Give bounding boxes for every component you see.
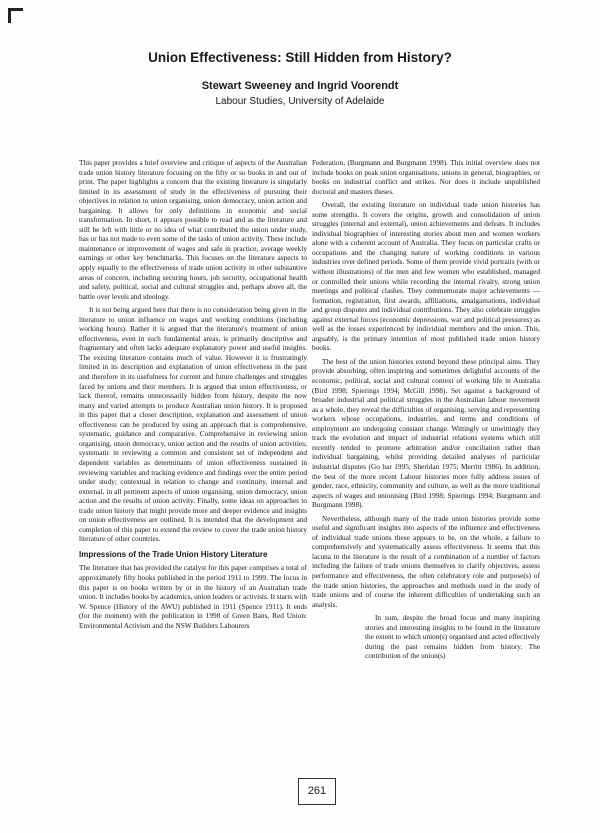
- section-heading: Impressions of the Trade Union History Literature: [79, 549, 268, 559]
- left-column: [79, 158, 307, 634]
- right-column: [312, 158, 540, 665]
- body-paragraph: In sum, despite the broad focus and many inspiring stories and interesting insights to be found in the literature the extent to which union(s) organised and acted effectively during the past remains hidden from history. The contribution of the union(s): [365, 613, 540, 661]
- body-paragraph: It is not being argued here that there is no consideration being given in the literature to union influence on wages and working conditions (including working hours). Rather it is argued that the literature's treatment of union effectiveness, even in such fundamental areas, is primarily descriptive and fragmentary and often lacks adequate explanatory power and useful insights. The existing literature contains much of value. However it is frustratingly limited in its description and explanation of union effectiveness in the past and therefore in its usefulness for current and future challenges and struggles faced by unions and their members. It is argued that union effectiveness, or lack thereof, remains unnecessarily hidden from history, despite the now many and varied attempts to produce Australian union history. It is proposed in this paper that a closer description, explanation and assessment of union effectiveness can be produced by using an approach that is comprehensive, systematic, guidance and comparative. Comprehensive in reviewing union organising, union democracy, union action and the results of union activities; systematic in reviewing a common and consistent set of independent and dependent variables as determinants of union effectiveness sustained in reviewing variables and tracking evidence and findings over the entire period under study; contextual in relation to change and continuity, internal and external, in all pertinent aspects of union organising, union democracy, union action and the results of union activity. Finally, some ideas on approaches to trade union history that might provide more and deeper evidence and insights on union effectiveness are outlined. It is intended that the development and completion of this paper to extend the review to cover the trade union history literature of other countries.: [79, 305, 307, 544]
- body-paragraph: Overall, the existing literature on individual trade union histories has some strengths. It covers the origins, growth and consolidation of union struggles (internal and external), union achievements and defeats. It includes individual biographies of interesting stories about men and women workers alone with a coherent account of Australia. They focus on particular crafts or occupations and the changing nature of working conditions in various industries over defined periods. Some of them provide vivid portraits (with or without illustrations) of the men and few women who established, managed or controlled their unions while recording the internal rivalry, strong union meetings and political clashes. They commemorate major achievements — formation, registration, first awards, affiliations, amalgamations, individual and group disputes and individual contributions. They also celebrate struggles against external forces (economic depressions, war and political pressures) as well as the losses experienced by individual members and the union. This, arguably, is the primary intention of most published trade union history books.: [312, 200, 540, 353]
- paper-authors: Stewart Sweeney and Ingrid Voorendt: [201, 80, 399, 92]
- body-paragraph: The literature that has provided the catalyst for this paper comprises a total of approximately fifty books published in the period 1911 to 1999. The focus in this paper is on books written by or in the history of an Australian trade union. It includes books by academics, union leaders or activists. It starts with W. Spence (History of the AWU) published in 1911 (Spence 1911). It ends (for the moment) with the publication in 1998 of Green Bans, Red Union: Environmental Activism and the NSW Builders Labourers: [79, 563, 307, 630]
- body-paragraph: Federation, (Burgmann and Burgmann 1998). This initial overview does not include books on peak union organisations, unions in general, biographies, or books on industrial conflict and strikes. Nor does it include unpublished doctoral and masters theses.: [312, 158, 540, 196]
- body-paragraph: Nevertheless, although many of the trade union histories provide some useful and significant insights into aspects of the influence and effectiveness of individual trade unions these appears to be, on the whole, a failure to comprehensively and systematically assess effectiveness. It seems that this lacuna in the literature is the result of a combination of a number of factors including the failure of trade unions themselves to clarify objectives, assess performance and effectiveness, the often celebratory role and purpose(s) of the trade union histories, the approaches and methods used in the study of trade unions and of course the inherent difficulties of undertaking such an analysis.: [312, 513, 540, 609]
- paper-title: Union Effectiveness: Still Hidden from History?: [148, 50, 452, 65]
- page-number: 261: [298, 778, 336, 805]
- author-affiliation: Labour Studies, University of Adelaide: [215, 96, 385, 107]
- crop-mark: [8, 8, 23, 23]
- body-paragraph: This paper provides a brief overview and critique of aspects of the Australian trade union history literature focusing on the fifty or so books in and out of print. The paper highlights a concern that the existing literature is singularly limited in its assessment of study in the effectiveness of pursuing their objectives in relation to union organising, union democracy, union action and bargaining. It allows for only definitions in economic and social transformation. In short, it appears possible to read and as the literature and still be left with little or no idea of what contributed the union under study, has or has not made to even some of the tasks of union activity. These include maintenance or improvement of wages and safe in practice, average weekly earnings or other key benchmarks. This focuses on the literature aspects to apply equally to the effectiveness of trade union activity in other substantive areas of concern, including securing hours, job security, occupational health and safety, political, social and cultural struggles and, perhaps above all, the battle over levels and ideology.: [79, 158, 307, 301]
- body-paragraph: The best of the union histories extend beyond these principal aims. They provide absorbing, often inspiring and sometimes delightful accounts of the economic, political, social and cultural context of working life in Australia (Bird 1998; Spierings 1994; McGill 1998). Set against a background of broader industrial and political struggles in the Australian labour movement as a whole, they reveal the difficulties of organising, serving and representing workers whose occupations, industries, and terms and conditions of employment are undergoing constant change. Wittingly or unwittingly they track the evolution and impact of industrial relations systems which still recently tended to promote arbitration and/or conciliation rather than individual bargaining, whilst providing detailed analyses of particular industrial disputes (Go bar 1995; Sheridan 1975; Merritt 1986). In addition, the best of the more recent Labour histories more fully address issues of gender, race, ethnicity, community and culture, as well as the more traditional aspects of wages and unionising (Bird 1998; Spierings 1994; Burgmann and Burgmann 1998).: [312, 356, 540, 510]
